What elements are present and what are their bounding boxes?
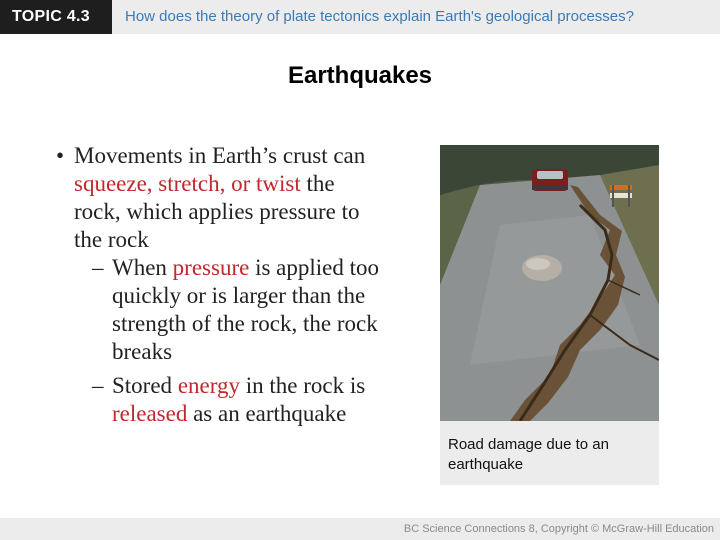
slide-title: Earthquakes xyxy=(287,62,433,89)
bullet-dot: • xyxy=(56,143,65,168)
sub-bullet-energy xyxy=(76,372,386,428)
bullet-text: the rock, which applies pressure to the rock xyxy=(74,171,360,252)
bullet-text: Movements in Earth’s crust can xyxy=(74,143,366,168)
footer-bar xyxy=(0,518,720,540)
road-damage-photo xyxy=(440,145,659,421)
highlight-term: squeeze, stretch, or twist xyxy=(74,171,301,196)
dash-marker: – xyxy=(92,255,104,280)
bullet-text: When xyxy=(112,255,173,280)
highlight-term: energy xyxy=(177,373,240,398)
bullet-text: is applied too quickly or is larger than the strength of the rock, the rock breaks xyxy=(112,255,379,364)
sub-bullet-pressure xyxy=(76,254,386,366)
bullet-text: in the rock is xyxy=(239,373,366,398)
bullet-text: as an earthquake xyxy=(187,401,347,426)
topic-badge: TOPIC 4.3 xyxy=(0,0,112,34)
main-bullet xyxy=(56,142,386,254)
dash-marker: – xyxy=(92,373,104,398)
copyright-text: BC Science Connections 8, Copyright © McGraw-Hill Education xyxy=(403,523,714,535)
highlight-term: released xyxy=(112,401,188,426)
topic-question: How does the theory of plate tectonics explain Earth's geological processes? xyxy=(125,8,634,25)
bullet-text: Stored xyxy=(112,373,178,398)
highlight-term: pressure xyxy=(172,255,250,280)
photo-caption: Road damage due to an earthquake xyxy=(440,421,659,485)
header-bar xyxy=(0,0,720,34)
bullet-list xyxy=(56,142,386,434)
